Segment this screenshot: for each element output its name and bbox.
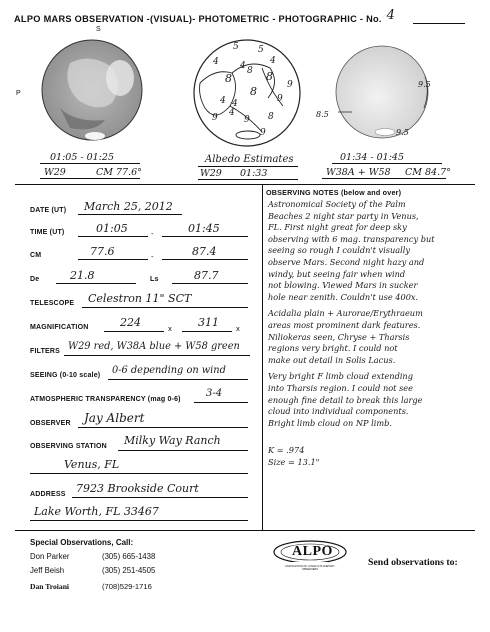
right-disk-time: 01:34 - 01:45 xyxy=(340,152,405,163)
size-value: Size = 13.1" xyxy=(268,456,320,467)
notes-line: Niliokeras seen, Chryse + Tharsis xyxy=(268,331,410,342)
field-line xyxy=(56,283,136,284)
intensity-mark: 9.5 xyxy=(396,128,409,137)
send-observations-label: Send observations to: xyxy=(368,557,458,568)
field-line xyxy=(162,259,248,260)
middle-disk xyxy=(194,40,300,146)
left-disk xyxy=(42,40,142,140)
intensity-mark: 8.5 xyxy=(316,110,329,119)
magnification-label: MAGNIFICATION xyxy=(30,324,89,331)
right-disk-filter: W38A + W58 xyxy=(326,167,391,178)
cm-end: 87.4 xyxy=(192,245,217,258)
field-line xyxy=(72,497,248,498)
magnification-value-2: 311 xyxy=(198,316,219,329)
column-divider xyxy=(262,184,263,530)
cm-start: 77.6 xyxy=(90,245,115,258)
preceding-mark: P xyxy=(16,90,21,97)
left-disk-cm: CM 77.6° xyxy=(96,167,142,178)
transparency-value: 3-4 xyxy=(206,388,223,399)
notes-line: areas most prominent dark features. xyxy=(268,319,421,330)
range-dash: - xyxy=(151,252,154,261)
albedo-value: 5 xyxy=(233,42,239,52)
notes-line: Bright limb cloud on NP limb. xyxy=(268,417,392,428)
field-line xyxy=(30,520,248,521)
time-label: TIME (UT) xyxy=(30,229,65,236)
time-end: 01:45 xyxy=(188,222,220,235)
caption-line xyxy=(198,166,298,167)
field-line xyxy=(30,473,248,474)
telescope-value: Celestron 11" SCT xyxy=(88,292,192,305)
address-label: ADDRESS xyxy=(30,491,66,498)
albedo-value: 4 xyxy=(232,99,238,109)
notes-line: hole near zenith. Couldn't use 400x. xyxy=(268,291,419,302)
address-value-1: 7923 Brookside Court xyxy=(76,482,199,495)
times-sign: x xyxy=(236,324,240,333)
disk-drawings xyxy=(0,28,490,148)
notes-line: observe Mars. Second night hazy and xyxy=(268,256,425,267)
field-line xyxy=(108,379,248,380)
contact-name: Jeff Beish xyxy=(30,566,65,575)
field-line xyxy=(172,283,248,284)
transparency-label: ATMOSPHERIC TRANSPARENCY (mag 0-6) xyxy=(30,396,181,403)
albedo-value: 5 xyxy=(258,45,264,55)
notes-line: regions very bright. I could not xyxy=(268,343,398,354)
field-line xyxy=(104,331,164,332)
notes-heading: OBSERVING NOTES (below and over) xyxy=(266,188,402,197)
field-line xyxy=(82,307,248,308)
times-sign: x xyxy=(168,324,172,333)
alpo-logo-text: ALPO xyxy=(292,544,333,559)
notes-line: enough fine detail to break this large xyxy=(268,394,423,405)
left-disk-filter: W29 xyxy=(44,167,66,178)
section-divider xyxy=(15,530,475,531)
telescope-label: TELESCOPE xyxy=(30,300,75,307)
notes-line: FL. First night great for deep sky xyxy=(268,222,407,233)
date-value: March 25, 2012 xyxy=(84,200,173,213)
special-observations-heading: Special Observations, Call: xyxy=(30,538,134,547)
filters-label: FILTERS xyxy=(30,348,61,355)
albedo-value: 8 xyxy=(268,112,274,122)
observation-number: 4 xyxy=(386,8,396,23)
caption-line xyxy=(198,179,298,180)
field-line xyxy=(78,236,148,237)
range-dash: - xyxy=(151,229,154,238)
title-text: ALPO MARS OBSERVATION -(VISUAL)- PHOTOMETRIC - PHOTOGRAPHIC - No. xyxy=(14,14,382,24)
notes-line: into Tharsis region. I could not see xyxy=(268,382,413,393)
albedo-value: 4 xyxy=(270,56,276,66)
alpo-logo-caption: ASSOCIATION OF LUNAR & PLANETARY OBSERVERS xyxy=(285,565,335,571)
de-value: 21.8 xyxy=(70,269,95,282)
notes-line: Beaches 2 night star party in Venus, xyxy=(268,210,419,221)
caption-line xyxy=(332,163,442,164)
field-line xyxy=(182,331,232,332)
notes-line: Very bright F limb cloud extending xyxy=(268,371,413,382)
albedo-value: 8 xyxy=(247,66,253,76)
middle-disk-title: Albedo Estimates xyxy=(205,154,294,165)
contact-name: Don Parker xyxy=(30,552,70,561)
seeing-label: SEEING (0-10 scale) xyxy=(30,372,101,379)
intensity-mark: 9.5 xyxy=(418,80,431,89)
albedo-value: 9 xyxy=(244,115,250,125)
station-value-2: Venus, FL xyxy=(64,458,120,471)
k-value: K = .974 xyxy=(268,445,305,456)
albedo-value: 8 xyxy=(266,70,273,83)
form-title xyxy=(14,8,396,26)
albedo-value: 9 xyxy=(212,113,218,123)
field-line xyxy=(118,450,248,451)
albedo-value: 9 xyxy=(277,94,283,104)
ls-value: 87.7 xyxy=(194,269,219,282)
notes-line: cloud into individual components. xyxy=(268,406,409,417)
albedo-value: 9 xyxy=(287,80,293,90)
notes-line: observing with 6 mag. transparency but xyxy=(268,233,435,244)
left-disk-time: 01:05 - 01:25 xyxy=(50,152,115,163)
field-line xyxy=(64,355,250,356)
albedo-value: 4 xyxy=(213,57,219,67)
notes-line: Acidalia plain + Aurorae/Erythraeum xyxy=(268,308,423,319)
date-label: DATE (UT) xyxy=(30,207,67,214)
ls-label: Ls xyxy=(150,276,159,283)
observer-label: OBSERVER xyxy=(30,420,71,427)
albedo-value: 4 xyxy=(229,108,235,118)
albedo-value: 8 xyxy=(250,85,257,98)
section-divider xyxy=(15,184,475,185)
caption-line xyxy=(322,178,446,179)
middle-disk-filter: W29 xyxy=(200,168,222,179)
number-underline xyxy=(413,23,465,24)
notes-line: seeing so rough I couldn't visually xyxy=(268,245,410,256)
field-line xyxy=(194,402,248,403)
magnification-value-1: 224 xyxy=(120,316,141,329)
notes-line: not blowing. Viewed Mars in sucker xyxy=(268,280,418,291)
albedo-value: 4 xyxy=(220,96,226,106)
time-start: 01:05 xyxy=(96,222,128,235)
contact-phone: (708)529-1716 xyxy=(102,582,152,591)
notes-line: make out detail in Solis Lacus. xyxy=(268,354,396,365)
notes-body xyxy=(268,199,476,468)
right-disk xyxy=(336,46,428,138)
south-mark: S xyxy=(96,26,101,33)
observer-value: Jay Albert xyxy=(84,411,145,425)
field-line xyxy=(78,214,182,215)
albedo-value: 9 xyxy=(260,128,266,138)
filters-value: W29 red, W38A blue + W58 green xyxy=(68,341,240,352)
cm-label: CM xyxy=(30,252,42,259)
station-value-1: Milky Way Ranch xyxy=(124,434,221,447)
albedo-value: 4 xyxy=(240,61,246,71)
de-label: De xyxy=(30,276,40,283)
address-value-2: Lake Worth, FL 33467 xyxy=(34,505,159,518)
field-line xyxy=(162,236,248,237)
contact-name: Dan Troiani xyxy=(30,582,70,591)
contact-phone: (305) 251-4505 xyxy=(102,566,156,575)
caption-line xyxy=(40,178,140,179)
contact-phone: (305) 665-1438 xyxy=(102,552,156,561)
middle-disk-time: 01:33 xyxy=(240,168,268,179)
field-line xyxy=(78,259,148,260)
field-line xyxy=(78,427,248,428)
right-disk-cm: CM 84.7° xyxy=(405,167,451,178)
caption-line xyxy=(40,163,140,164)
notes-line: windy, but seeing fair when wind xyxy=(268,268,406,279)
station-label: OBSERVING STATION xyxy=(30,443,107,450)
albedo-value: 8 xyxy=(225,72,232,85)
seeing-value: 0-6 depending on wind xyxy=(112,365,226,376)
notes-line: Astronomical Society of the Palm xyxy=(268,199,406,209)
